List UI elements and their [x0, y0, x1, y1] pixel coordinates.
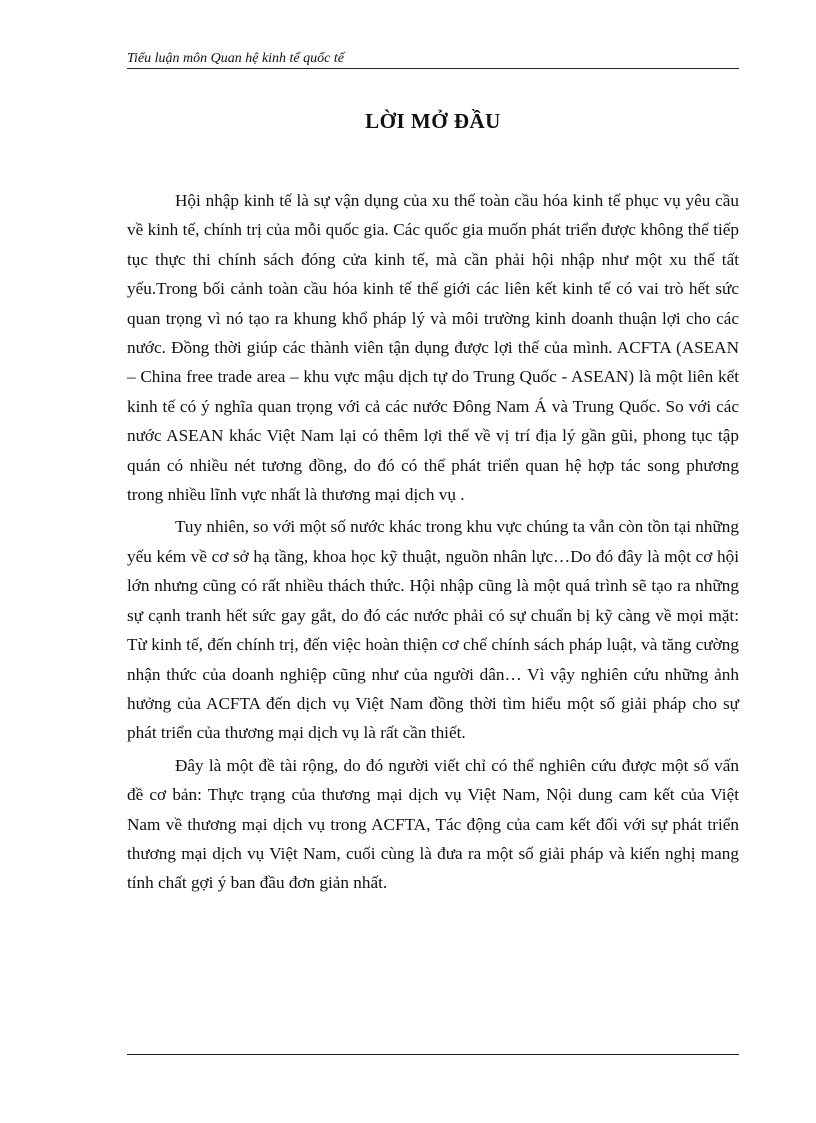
running-header: Tiểu luận môn Quan hệ kinh tế quốc tế: [127, 51, 344, 66]
paragraph-2: Tuy nhiên, so với một số nước khác trong khu vực chúng ta vẫn còn tồn tại những yếu kém về cơ sở hạ tầng, khoa học kỹ thuật, nguồn nhân lực…Do đó đây là một cơ hội lớn nhưng cũng có rất nhiều thách thức. Hội nhập cũng là một quá trình sẽ tạo ra những sự cạnh tranh hết sức gay gắt, do đó các nước phải có sự chuẩn bị kỹ càng về mọi mặt: Từ kinh tế, đến chính trị, đến việc hoàn thiện cơ chế chính sách pháp luật, và tăng cường nhận thức của doanh nghiệp cũng như của người dân… Vì vậy nghiên cứu những ảnh hưởng của ACFTA đến dịch vụ Việt Nam đồng thời tìm hiểu một số giải pháp cho sự phát triển của thương mại dịch vụ là rất cần thiết.: [127, 517, 739, 743]
header-rule: [127, 68, 739, 69]
paragraph-1: Hội nhập kinh tế là sự vận dụng của xu thế toàn cầu hóa kinh tế phục vụ yêu cầu về kinh tế, chính trị của mỗi quốc gia. Các quốc gia muốn phát triển được không thể tiếp tục thực thi chính sách đóng cửa kinh tế, mà cần phải hội nhập như một xu thế tất yếu.Trong bối cảnh toàn cầu hóa kinh tế thế giới các liên kết kinh tế có vai trò hết sức quan trọng vì nó tạo ra khung khổ pháp lý và môi trường kinh doanh thuận lợi cho các nước. Đồng thời giúp các thành viên tận dụng được lợi thế của mình. ACFTA (ASEAN – China free trade area – khu vực mậu dịch tự do Trung Quốc - ASEAN) là một liên kết kinh tế có ý nghĩa quan trọng với cả các nước Đông Nam Á và Trung Quốc. So với các nước ASEAN khác Việt Nam lại có thêm lợi thế về vị trí địa lý gần gũi, phong tục tập quán có nhiều nét tương đồng, do đó có thể phát triển quan hệ hợp tác song phương trong nhiều lĩnh vực nhất là thương mại dịch vụ .: [127, 191, 739, 505]
page-title: LỜI MỞ ĐẦU: [365, 109, 501, 133]
paragraph-3: Đây là một đề tài rộng, do đó người viết chỉ có thể nghiên cứu được một số vấn đề cơ bản: Thực trạng của thương mại dịch vụ Việt Nam, Nội dung cam kết của Việt Nam về thương mại dịch vụ trong ACFTA, Tác động của cam kết đối với sự phát triển thương mại dịch vụ Việt Nam, cuối cùng là đưa ra một số giải pháp và kiến nghị mang tính chất gợi ý ban đầu đơn giản nhất.: [127, 755, 739, 893]
body-text: [127, 186, 739, 898]
footer-rule: [127, 1054, 739, 1055]
